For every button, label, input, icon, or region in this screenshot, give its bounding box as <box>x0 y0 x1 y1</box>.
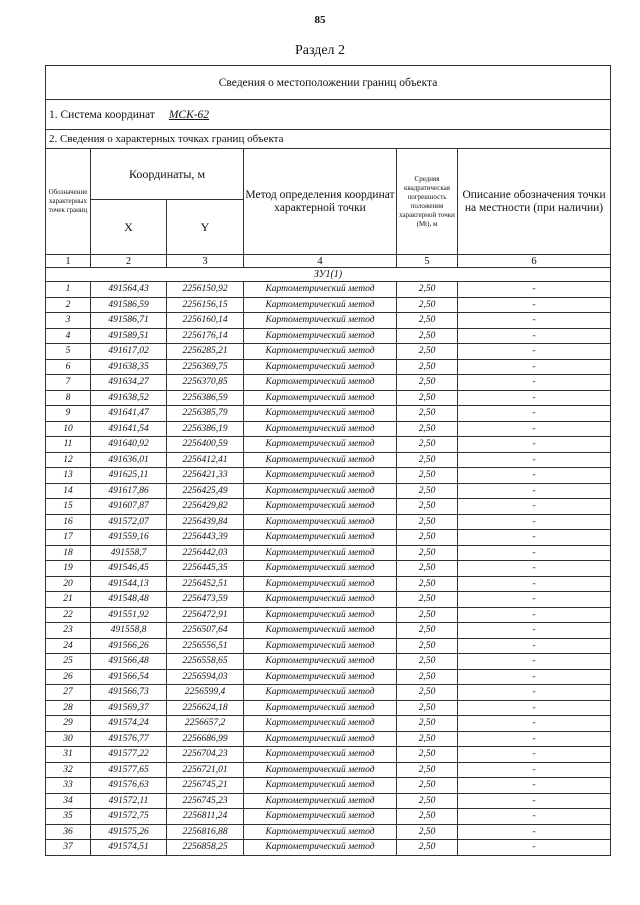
point-error: 2,50 <box>397 359 458 375</box>
point-method: Картометрический метод <box>244 561 397 577</box>
point-error: 2,50 <box>397 685 458 701</box>
point-x: 491566,48 <box>91 654 167 670</box>
table-title: Сведения о местоположении границ объекта <box>46 66 611 100</box>
point-x: 491617,86 <box>91 483 167 499</box>
page-number: 85 <box>314 14 326 26</box>
point-y: 2256385,79 <box>167 406 244 422</box>
point-method: Картометрический метод <box>244 468 397 484</box>
table-row <box>46 530 611 546</box>
point-x: 491569,37 <box>91 700 167 716</box>
point-number: 34 <box>46 793 91 809</box>
point-y: 2256657,2 <box>167 716 244 732</box>
point-error: 2,50 <box>397 421 458 437</box>
point-error: 2,50 <box>397 607 458 623</box>
table-row <box>46 499 611 515</box>
point-number: 4 <box>46 328 91 344</box>
point-x: 491566,54 <box>91 669 167 685</box>
point-number: 32 <box>46 762 91 778</box>
point-y: 2256721,01 <box>167 762 244 778</box>
point-x: 491566,73 <box>91 685 167 701</box>
point-x: 491564,43 <box>91 282 167 298</box>
point-number: 10 <box>46 421 91 437</box>
point-x: 491566,26 <box>91 638 167 654</box>
point-description: - <box>458 685 611 701</box>
point-y: 2256442,03 <box>167 545 244 561</box>
point-y: 2256370,85 <box>167 375 244 391</box>
point-y: 2256150,92 <box>167 282 244 298</box>
table-row <box>46 406 611 422</box>
point-number: 3 <box>46 313 91 329</box>
point-number: 1 <box>46 282 91 298</box>
point-method: Картометрический метод <box>244 390 397 406</box>
point-description: - <box>458 654 611 670</box>
point-method: Картометрический метод <box>244 731 397 747</box>
point-error: 2,50 <box>397 452 458 468</box>
point-method: Картометрический метод <box>244 375 397 391</box>
table-row <box>46 483 611 499</box>
point-number: 17 <box>46 530 91 546</box>
point-method: Картометрический метод <box>244 669 397 685</box>
point-description: - <box>458 344 611 360</box>
table-row <box>46 809 611 825</box>
point-x: 491640,92 <box>91 437 167 453</box>
point-x: 491577,22 <box>91 747 167 763</box>
points-info-label: 2. Сведения о характерных точках границ объекта <box>46 130 611 149</box>
point-method: Картометрический метод <box>244 483 397 499</box>
point-description: - <box>458 561 611 577</box>
point-description: - <box>458 437 611 453</box>
point-method: Картометрический метод <box>244 623 397 639</box>
point-number: 25 <box>46 654 91 670</box>
point-method: Картометрический метод <box>244 313 397 329</box>
point-x: 491636,01 <box>91 452 167 468</box>
point-method: Картометрический метод <box>244 716 397 732</box>
point-method: Картометрический метод <box>244 421 397 437</box>
table-row <box>46 359 611 375</box>
point-number: 20 <box>46 576 91 592</box>
point-error: 2,50 <box>397 716 458 732</box>
point-description: - <box>458 499 611 515</box>
point-description: - <box>458 747 611 763</box>
point-method: Картометрический метод <box>244 499 397 515</box>
point-x: 491576,63 <box>91 778 167 794</box>
table-row <box>46 669 611 685</box>
point-x: 491607,87 <box>91 499 167 515</box>
point-y: 2256599,4 <box>167 685 244 701</box>
point-number: 2 <box>46 297 91 313</box>
point-y: 2256160,14 <box>167 313 244 329</box>
column-number: 4 <box>244 255 397 268</box>
point-error: 2,50 <box>397 592 458 608</box>
point-x: 491574,51 <box>91 840 167 856</box>
point-x: 491544,13 <box>91 576 167 592</box>
point-description: - <box>458 468 611 484</box>
point-error: 2,50 <box>397 747 458 763</box>
point-description: - <box>458 700 611 716</box>
group-label: ЗУ1(1) <box>46 268 611 282</box>
point-method: Картометрический метод <box>244 282 397 298</box>
table-row <box>46 592 611 608</box>
point-method: Картометрический метод <box>244 824 397 840</box>
point-x: 491546,45 <box>91 561 167 577</box>
point-error: 2,50 <box>397 297 458 313</box>
point-y: 2256686,99 <box>167 731 244 747</box>
point-error: 2,50 <box>397 313 458 329</box>
point-error: 2,50 <box>397 499 458 515</box>
point-x: 491548,48 <box>91 592 167 608</box>
point-number: 15 <box>46 499 91 515</box>
point-x: 491617,02 <box>91 344 167 360</box>
point-method: Картометрический метод <box>244 840 397 856</box>
point-y: 2256386,59 <box>167 390 244 406</box>
point-number: 7 <box>46 375 91 391</box>
point-number: 35 <box>46 809 91 825</box>
point-description: - <box>458 313 611 329</box>
point-error: 2,50 <box>397 654 458 670</box>
table-row <box>46 762 611 778</box>
point-number: 6 <box>46 359 91 375</box>
header-x: X <box>91 200 167 255</box>
point-error: 2,50 <box>397 762 458 778</box>
point-method: Картометрический метод <box>244 685 397 701</box>
point-number: 22 <box>46 607 91 623</box>
point-y: 2256400,59 <box>167 437 244 453</box>
point-number: 26 <box>46 669 91 685</box>
table-row <box>46 328 611 344</box>
table-row <box>46 452 611 468</box>
point-number: 21 <box>46 592 91 608</box>
point-description: - <box>458 297 611 313</box>
point-x: 491638,35 <box>91 359 167 375</box>
header-method: Метод определения координат характерной точки <box>244 149 397 255</box>
point-error: 2,50 <box>397 530 458 546</box>
point-error: 2,50 <box>397 623 458 639</box>
table-row <box>46 623 611 639</box>
point-number: 33 <box>46 778 91 794</box>
point-error: 2,50 <box>397 282 458 298</box>
point-y: 2256473,59 <box>167 592 244 608</box>
point-error: 2,50 <box>397 406 458 422</box>
point-error: 2,50 <box>397 840 458 856</box>
table-row <box>46 390 611 406</box>
point-y: 2256858,25 <box>167 840 244 856</box>
point-x: 491577,65 <box>91 762 167 778</box>
point-y: 2256816,88 <box>167 824 244 840</box>
point-method: Картометрический метод <box>244 762 397 778</box>
point-method: Картометрический метод <box>244 545 397 561</box>
point-x: 491586,71 <box>91 313 167 329</box>
coordinate-system-value: МСК-62 <box>168 108 210 121</box>
point-error: 2,50 <box>397 390 458 406</box>
point-y: 2256624,18 <box>167 700 244 716</box>
point-description: - <box>458 545 611 561</box>
header-error: Средняя квадратическая погрешность положения характерной точки (Mt), м <box>397 149 458 255</box>
point-description: - <box>458 840 611 856</box>
point-method: Картометрический метод <box>244 654 397 670</box>
point-number: 14 <box>46 483 91 499</box>
point-y: 2256412,41 <box>167 452 244 468</box>
point-number: 27 <box>46 685 91 701</box>
point-method: Картометрический метод <box>244 344 397 360</box>
point-y: 2256745,21 <box>167 778 244 794</box>
point-method: Картометрический метод <box>244 530 397 546</box>
table-row <box>46 421 611 437</box>
point-number: 29 <box>46 716 91 732</box>
point-x: 491641,54 <box>91 421 167 437</box>
point-error: 2,50 <box>397 561 458 577</box>
table-row <box>46 840 611 856</box>
point-x: 491572,75 <box>91 809 167 825</box>
table-row <box>46 716 611 732</box>
column-number: 5 <box>397 255 458 268</box>
table-row <box>46 747 611 763</box>
table-row <box>46 545 611 561</box>
point-error: 2,50 <box>397 700 458 716</box>
point-y: 2256421,33 <box>167 468 244 484</box>
point-number: 28 <box>46 700 91 716</box>
table-row <box>46 561 611 577</box>
point-y: 2256472,91 <box>167 607 244 623</box>
point-number: 36 <box>46 824 91 840</box>
point-x: 491634,27 <box>91 375 167 391</box>
point-method: Картометрический метод <box>244 328 397 344</box>
table-row <box>46 607 611 623</box>
point-error: 2,50 <box>397 375 458 391</box>
point-x: 491575,26 <box>91 824 167 840</box>
point-error: 2,50 <box>397 437 458 453</box>
point-error: 2,50 <box>397 328 458 344</box>
point-y: 2256445,35 <box>167 561 244 577</box>
point-description: - <box>458 514 611 530</box>
point-x: 491638,52 <box>91 390 167 406</box>
table-row <box>46 824 611 840</box>
table-row <box>46 638 611 654</box>
point-error: 2,50 <box>397 669 458 685</box>
point-y: 2256156,15 <box>167 297 244 313</box>
point-number: 24 <box>46 638 91 654</box>
point-description: - <box>458 375 611 391</box>
column-number: 3 <box>167 255 244 268</box>
point-description: - <box>458 576 611 592</box>
point-x: 491558,8 <box>91 623 167 639</box>
point-description: - <box>458 421 611 437</box>
point-description: - <box>458 731 611 747</box>
table-row <box>46 793 611 809</box>
point-y: 2256452,51 <box>167 576 244 592</box>
point-number: 11 <box>46 437 91 453</box>
point-description: - <box>458 623 611 639</box>
point-description: - <box>458 282 611 298</box>
point-error: 2,50 <box>397 483 458 499</box>
point-description: - <box>458 452 611 468</box>
point-error: 2,50 <box>397 514 458 530</box>
column-number: 6 <box>458 255 611 268</box>
point-x: 491558,7 <box>91 545 167 561</box>
boundary-points-table <box>45 65 611 856</box>
point-method: Картометрический метод <box>244 514 397 530</box>
point-description: - <box>458 530 611 546</box>
point-x: 491576,77 <box>91 731 167 747</box>
point-number: 31 <box>46 747 91 763</box>
table-row <box>46 685 611 701</box>
point-method: Картометрический метод <box>244 406 397 422</box>
point-number: 16 <box>46 514 91 530</box>
column-number: 2 <box>91 255 167 268</box>
header-designation: Обозначение характерных точек границ <box>46 149 91 255</box>
column-number: 1 <box>46 255 91 268</box>
table-row <box>46 514 611 530</box>
point-number: 9 <box>46 406 91 422</box>
table-row <box>46 344 611 360</box>
point-method: Картометрический метод <box>244 607 397 623</box>
point-number: 18 <box>46 545 91 561</box>
point-x: 491589,51 <box>91 328 167 344</box>
point-number: 30 <box>46 731 91 747</box>
point-method: Картометрический метод <box>244 793 397 809</box>
point-error: 2,50 <box>397 545 458 561</box>
point-y: 2256594,03 <box>167 669 244 685</box>
point-y: 2256811,24 <box>167 809 244 825</box>
point-number: 37 <box>46 840 91 856</box>
table-row <box>46 654 611 670</box>
table-row <box>46 778 611 794</box>
point-description: - <box>458 762 611 778</box>
point-method: Картометрический метод <box>244 437 397 453</box>
point-error: 2,50 <box>397 809 458 825</box>
header-description: Описание обозначения точки на местности (при наличии) <box>458 149 611 255</box>
point-y: 2256369,75 <box>167 359 244 375</box>
point-number: 23 <box>46 623 91 639</box>
point-method: Картометрический метод <box>244 778 397 794</box>
point-y: 2256176,14 <box>167 328 244 344</box>
table-row <box>46 468 611 484</box>
point-description: - <box>458 483 611 499</box>
point-method: Картометрический метод <box>244 359 397 375</box>
point-method: Картометрический метод <box>244 452 397 468</box>
point-error: 2,50 <box>397 824 458 840</box>
point-y: 2256556,51 <box>167 638 244 654</box>
point-method: Картометрический метод <box>244 297 397 313</box>
table-row <box>46 437 611 453</box>
point-x: 491586,59 <box>91 297 167 313</box>
header-y: Y <box>167 200 244 255</box>
point-y: 2256443,39 <box>167 530 244 546</box>
point-number: 5 <box>46 344 91 360</box>
point-number: 12 <box>46 452 91 468</box>
point-x: 491574,24 <box>91 716 167 732</box>
point-y: 2256507,64 <box>167 623 244 639</box>
table-row <box>46 313 611 329</box>
point-y: 2256439,84 <box>167 514 244 530</box>
point-error: 2,50 <box>397 344 458 360</box>
point-description: - <box>458 716 611 732</box>
point-error: 2,50 <box>397 731 458 747</box>
point-number: 19 <box>46 561 91 577</box>
table-row <box>46 731 611 747</box>
point-description: - <box>458 809 611 825</box>
point-y: 2256429,82 <box>167 499 244 515</box>
point-number: 8 <box>46 390 91 406</box>
point-method: Картометрический метод <box>244 809 397 825</box>
point-x: 491572,11 <box>91 793 167 809</box>
point-description: - <box>458 824 611 840</box>
coordinate-system-label: 1. Система координат <box>49 108 155 121</box>
section-title: Раздел 2 <box>294 43 346 58</box>
point-x: 491559,16 <box>91 530 167 546</box>
point-error: 2,50 <box>397 778 458 794</box>
point-description: - <box>458 669 611 685</box>
point-y: 2256386,19 <box>167 421 244 437</box>
point-x: 491625,11 <box>91 468 167 484</box>
point-description: - <box>458 607 611 623</box>
point-y: 2256285,21 <box>167 344 244 360</box>
point-number: 13 <box>46 468 91 484</box>
point-description: - <box>458 406 611 422</box>
table-row <box>46 297 611 313</box>
point-description: - <box>458 328 611 344</box>
point-x: 491572,07 <box>91 514 167 530</box>
point-error: 2,50 <box>397 793 458 809</box>
point-description: - <box>458 592 611 608</box>
table-row <box>46 576 611 592</box>
table-row <box>46 700 611 716</box>
point-description: - <box>458 793 611 809</box>
point-description: - <box>458 359 611 375</box>
coordinate-system-row <box>46 100 611 130</box>
point-y: 2256745,23 <box>167 793 244 809</box>
point-error: 2,50 <box>397 468 458 484</box>
point-error: 2,50 <box>397 576 458 592</box>
header-coordinates: Координаты, м <box>91 149 244 200</box>
point-method: Картометрический метод <box>244 638 397 654</box>
table-row <box>46 375 611 391</box>
column-numbers-row <box>46 255 611 268</box>
table-row <box>46 282 611 298</box>
point-method: Картометрический метод <box>244 700 397 716</box>
point-method: Картометрический метод <box>244 747 397 763</box>
point-y: 2256704,23 <box>167 747 244 763</box>
point-method: Картометрический метод <box>244 576 397 592</box>
point-method: Картометрический метод <box>244 592 397 608</box>
group-row <box>46 268 611 282</box>
point-x: 491641,47 <box>91 406 167 422</box>
point-description: - <box>458 638 611 654</box>
point-description: - <box>458 778 611 794</box>
point-y: 2256425,49 <box>167 483 244 499</box>
point-error: 2,50 <box>397 638 458 654</box>
point-x: 491551,92 <box>91 607 167 623</box>
point-description: - <box>458 390 611 406</box>
point-y: 2256558,65 <box>167 654 244 670</box>
